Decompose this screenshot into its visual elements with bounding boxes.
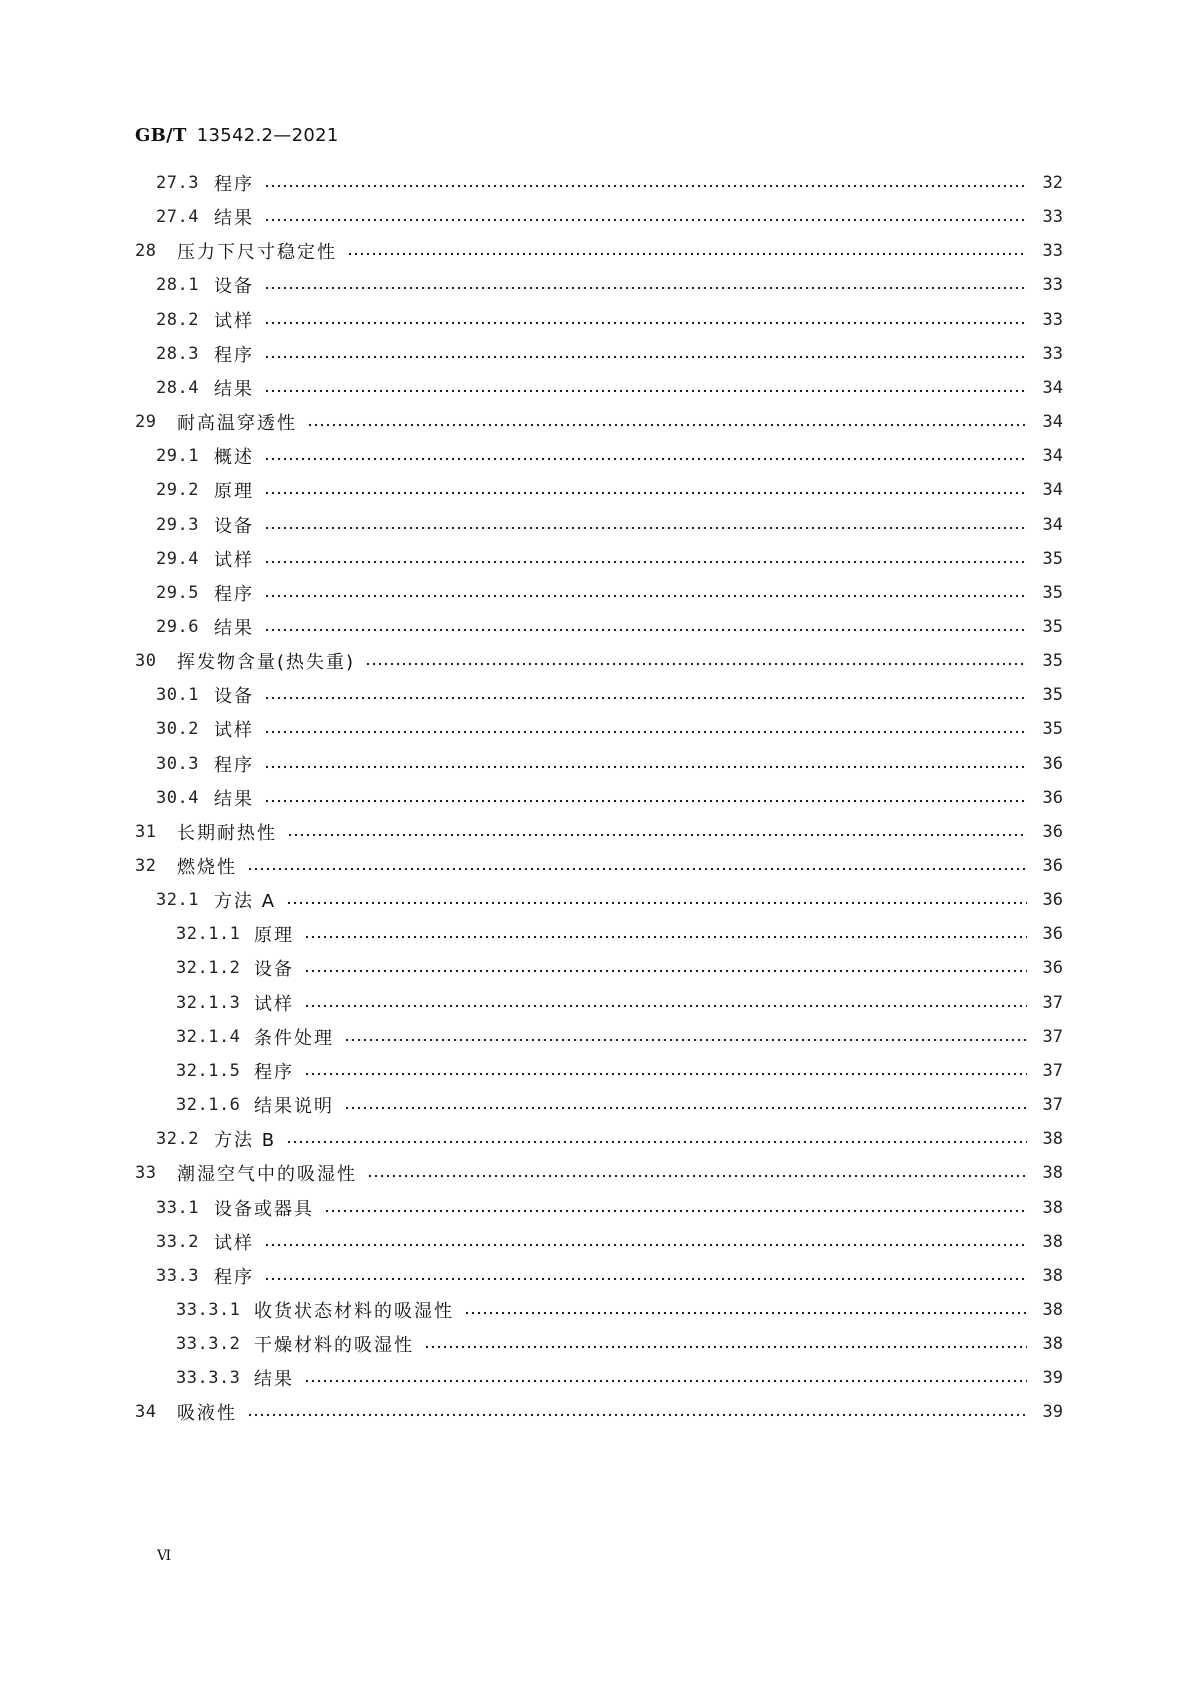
dot-leader (304, 1379, 1027, 1383)
toc-entry[interactable] (0, 541, 1191, 577)
toc-entry-page: 38 (1042, 1231, 1063, 1252)
toc-entry-page: 37 (1042, 992, 1063, 1013)
toc-entry-title: 程序 (214, 583, 254, 605)
toc-entry-title: 试样 (214, 310, 254, 332)
toc-entry[interactable] (0, 1155, 1191, 1191)
toc-entry-title: 设备 (214, 515, 254, 537)
toc-entry-title: 耐高温穿透性 (177, 413, 297, 435)
toc-entry[interactable] (0, 677, 1191, 713)
toc-entry-page: 38 (1042, 1334, 1063, 1355)
toc-entry-number: 31 (135, 821, 157, 842)
toc-entry-page: 36 (1042, 753, 1063, 774)
toc-entry[interactable] (0, 438, 1191, 474)
toc-entry-title: 试样 (214, 1232, 254, 1254)
toc-entry-title: 燃烧性 (177, 857, 237, 878)
toc-entry-number: 32.1.2 (176, 958, 241, 979)
toc-entry-title: 收货状态材料的吸湿性 (254, 1300, 454, 1322)
toc-entry-number: 29.6 (156, 616, 199, 637)
toc-entry-page: 38 (1042, 1129, 1063, 1150)
toc-entry-title: 程序 (214, 174, 254, 195)
toc-entry-number: 28.3 (156, 343, 199, 364)
toc-entry-title: 条件处理 (254, 1027, 334, 1049)
toc-entry-title: 吸液性 (177, 1403, 237, 1425)
toc-entry-title: 设备 (254, 959, 294, 981)
toc-entry[interactable] (0, 1258, 1191, 1294)
toc-entry-title: 程序 (214, 344, 254, 366)
toc-entry-page: 33 (1042, 309, 1063, 330)
toc-entry-page: 33 (1042, 241, 1063, 262)
toc-entry[interactable] (0, 746, 1191, 782)
toc-entry-title: 结果 (254, 1369, 294, 1391)
toc-entry-number: 32.1.1 (176, 924, 241, 945)
toc-entry-page: 38 (1042, 1299, 1063, 1320)
toc-entry-title: 设备 (214, 686, 254, 708)
toc-entry-title: 干燥材料的吸湿性 (254, 1335, 414, 1357)
toc-entry[interactable] (0, 507, 1191, 543)
toc-entry-number: 33.3.1 (176, 1299, 241, 1320)
toc-entry-number: 32.1.6 (176, 1095, 241, 1116)
toc-entry-page: 36 (1042, 856, 1063, 876)
toc-entry-title: 试样 (214, 549, 254, 571)
toc-entry-number: 34 (135, 1402, 157, 1423)
toc-entry-page: 39 (1042, 1368, 1063, 1389)
toc-entry-title: 试样 (214, 720, 254, 742)
toc-entry-page: 36 (1042, 890, 1063, 911)
toc-entry-number: 28 (135, 241, 157, 262)
toc-entry-number: 32.2 (156, 1129, 199, 1150)
dot-leader (264, 696, 1027, 700)
toc-entry[interactable] (0, 1394, 1191, 1430)
toc-entry-page: 32 (1042, 173, 1063, 193)
dot-leader (304, 969, 1027, 973)
toc-entry[interactable] (0, 336, 1191, 372)
toc-entry-title: 结果 (214, 788, 254, 810)
dot-leader (264, 730, 1027, 734)
toc-entry-number: 33 (135, 1163, 157, 1184)
toc-entry-number: 28.2 (156, 309, 199, 330)
toc-entry-number: 29 (135, 412, 157, 433)
toc-entry[interactable] (0, 575, 1191, 611)
toc-entry[interactable] (0, 848, 1191, 884)
toc-entry-page: 37 (1042, 1060, 1063, 1081)
toc-entry-page: 37 (1042, 1095, 1063, 1116)
dot-leader (264, 389, 1027, 393)
toc-entry-number: 30 (135, 651, 157, 672)
toc-entry-number: 29.1 (156, 446, 199, 467)
toc-entry-page: 35 (1042, 719, 1063, 740)
standard-code-header (135, 125, 339, 146)
toc-entry-title: 长期耐热性 (177, 822, 277, 844)
toc-entry-number: 28.4 (156, 377, 199, 398)
toc-entry-page: 34 (1042, 446, 1063, 467)
dot-leader (264, 628, 1027, 632)
dot-leader (264, 594, 1027, 598)
toc-entry-title: 结果说明 (254, 1096, 334, 1118)
toc-entry-number: 29.5 (156, 582, 199, 603)
toc-entry-title: 程序 (214, 754, 254, 776)
toc-entry-number: 29.2 (156, 480, 199, 501)
dot-leader (264, 491, 1027, 495)
toc-entry-number: 30.4 (156, 787, 199, 808)
toc-entry[interactable] (0, 472, 1191, 508)
dot-leader (344, 1038, 1027, 1042)
toc-entry-title: 结果 (214, 378, 254, 400)
toc-entry-page: 38 (1042, 1163, 1063, 1184)
toc-entry-number: 33.3.3 (176, 1368, 241, 1389)
dot-leader (347, 252, 1027, 256)
dot-leader (304, 1004, 1027, 1008)
toc-entry-page: 34 (1042, 412, 1063, 433)
dot-leader (304, 1072, 1027, 1076)
toc-entry[interactable] (0, 1121, 1191, 1157)
toc-entry-number: 29.3 (156, 514, 199, 535)
toc-entry-number: 32.1.4 (176, 1026, 241, 1047)
toc-entry-number: 27.3 (156, 173, 199, 193)
toc-entry[interactable] (0, 199, 1191, 235)
toc-entry[interactable] (0, 1292, 1191, 1328)
page-folio: Ⅵ (157, 1548, 172, 1564)
dot-leader (264, 218, 1027, 222)
toc-entry-title: 原理 (254, 925, 294, 947)
toc-entry-page: 33 (1042, 343, 1063, 364)
toc-entry-title: 压力下尺寸稳定性 (177, 242, 337, 264)
toc-entry[interactable] (0, 711, 1191, 747)
toc-entry-number: 30.1 (156, 685, 199, 706)
dot-leader (247, 1413, 1027, 1417)
dot-leader (264, 560, 1027, 564)
dot-leader (324, 1209, 1027, 1213)
toc-entry-page: 33 (1042, 207, 1063, 228)
toc-entry[interactable] (0, 165, 1191, 201)
toc-entry-number: 33.1 (156, 1197, 199, 1218)
dot-leader (264, 1243, 1027, 1247)
toc-entry-number: 30.3 (156, 753, 199, 774)
toc-entry-number: 33.3 (156, 1265, 199, 1286)
toc-entry[interactable] (0, 1019, 1191, 1055)
dot-leader (264, 457, 1027, 461)
dot-leader (264, 765, 1027, 769)
toc-entry-page: 35 (1042, 616, 1063, 637)
toc-entry-number: 33.2 (156, 1231, 199, 1252)
toc-entry-page: 34 (1042, 480, 1063, 501)
toc-entry[interactable] (0, 404, 1191, 440)
toc-entry-page: 35 (1042, 685, 1063, 706)
toc-entry[interactable] (0, 950, 1191, 986)
toc-entry-title: 方法 A (214, 891, 277, 913)
toc-entry-page: 37 (1042, 1026, 1063, 1047)
toc-entry-page: 39 (1042, 1402, 1063, 1423)
toc-entry[interactable] (0, 302, 1191, 338)
toc-entry-page: 36 (1042, 787, 1063, 808)
dot-leader (247, 867, 1027, 871)
toc-entry-number: 32.1.3 (176, 992, 241, 1013)
dot-leader (424, 1345, 1027, 1349)
dot-leader (264, 526, 1027, 530)
dot-leader (304, 935, 1027, 939)
dot-leader (264, 799, 1027, 803)
standard-number: 13542.2—2021 (196, 125, 339, 146)
toc-entry[interactable] (0, 233, 1191, 269)
toc-entry-number: 29.4 (156, 548, 199, 569)
dot-leader (264, 184, 1027, 188)
dot-leader (344, 1106, 1027, 1110)
toc-entry[interactable] (0, 267, 1191, 303)
toc-entry[interactable] (0, 1360, 1191, 1396)
toc-entry[interactable] (0, 985, 1191, 1021)
toc-entry-title: 设备 (214, 276, 254, 298)
toc-entry[interactable] (0, 1087, 1191, 1123)
toc-entry-title: 潮湿空气中的吸湿性 (177, 1164, 357, 1186)
toc-entry[interactable] (0, 370, 1191, 406)
toc-entry[interactable] (0, 882, 1191, 918)
toc-entry-page: 36 (1042, 924, 1063, 945)
toc-entry-title: 结果 (214, 617, 254, 639)
toc-entry-title: 方法 B (214, 1130, 277, 1152)
toc-entry-page: 34 (1042, 377, 1063, 398)
toc-entry-page: 35 (1042, 582, 1063, 603)
toc-entry-number: 27.4 (156, 207, 199, 228)
dot-leader (464, 1311, 1027, 1315)
toc-entry-title: 试样 (254, 993, 294, 1015)
toc-entry[interactable] (0, 1224, 1191, 1260)
toc-entry[interactable] (0, 609, 1191, 645)
dot-leader (307, 423, 1027, 427)
toc-entry-number: 32.1 (156, 890, 199, 911)
dot-leader (365, 662, 1027, 666)
toc-entry-title: 程序 (214, 1266, 254, 1288)
toc-entry-page: 34 (1042, 514, 1063, 535)
toc-entry[interactable] (0, 1326, 1191, 1362)
toc-entry-page: 35 (1042, 548, 1063, 569)
toc-entry-title: 设备或器具 (214, 1198, 314, 1220)
dot-leader (367, 1174, 1027, 1178)
toc-entry-page: 36 (1042, 958, 1063, 979)
dot-leader (264, 286, 1027, 290)
toc-entry-title: 挥发物含量(热失重) (177, 652, 356, 674)
toc-entry-page: 38 (1042, 1265, 1063, 1286)
toc-entry-page: 35 (1042, 651, 1063, 672)
toc-entry-title: 原理 (214, 481, 254, 503)
toc-entry-title: 程序 (254, 1061, 294, 1083)
dot-leader (264, 321, 1027, 325)
dot-leader (264, 355, 1027, 359)
toc-entry-title: 概述 (214, 447, 254, 469)
dot-leader (264, 1277, 1027, 1281)
toc-entry[interactable] (0, 814, 1191, 850)
toc-entry[interactable] (0, 916, 1191, 952)
dot-leader (286, 901, 1027, 905)
toc-entry-title: 结果 (214, 208, 254, 230)
standard-prefix: GB/T (135, 125, 187, 146)
toc-entry[interactable] (0, 1190, 1191, 1226)
toc-entry[interactable] (0, 780, 1191, 816)
toc-entry-number: 32 (135, 856, 157, 876)
dot-leader (287, 833, 1027, 837)
toc-entry-number: 28.1 (156, 275, 199, 296)
toc-entry-page: 36 (1042, 821, 1063, 842)
toc-entry[interactable] (0, 643, 1191, 679)
toc-entry-number: 32.1.5 (176, 1060, 241, 1081)
toc-entry[interactable] (0, 1053, 1191, 1089)
toc-entry-number: 30.2 (156, 719, 199, 740)
toc-entry-number: 33.3.2 (176, 1334, 241, 1355)
dot-leader (286, 1140, 1027, 1144)
toc-entry-page: 38 (1042, 1197, 1063, 1218)
toc-entry-page: 33 (1042, 275, 1063, 296)
